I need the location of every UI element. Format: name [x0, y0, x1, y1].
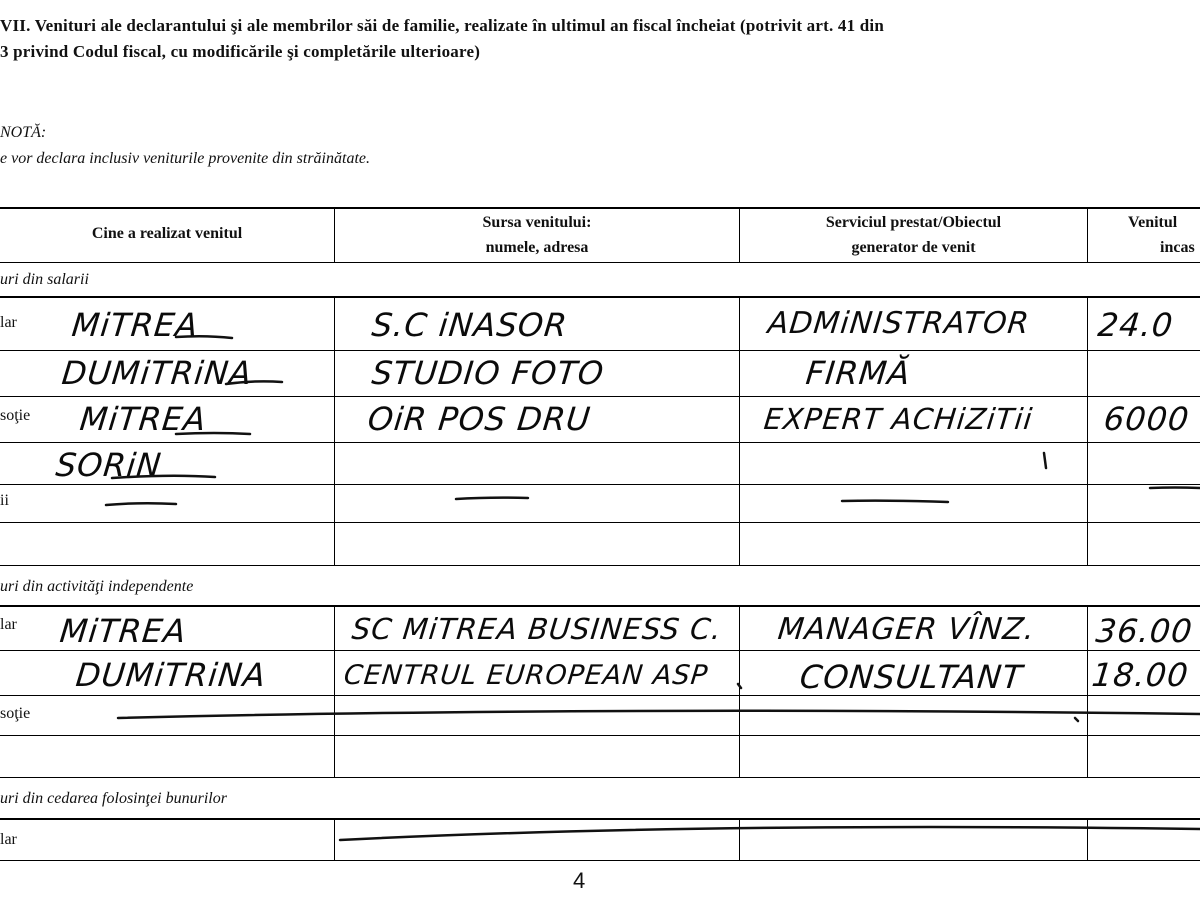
row-label-titular: lar [0, 831, 17, 848]
handwritten-service: MANAGER VÎNZ. [776, 612, 1037, 647]
section-heading-line1: VII. Venituri ale declarantului şi ale membrilor săi de familie, realizate în ultimul an fiscal încheiat (potrivit art. 41 din [0, 16, 884, 35]
handwritten-service: EXPERT ACHiZiTii [762, 402, 1035, 436]
header-cine: Cine a realizat venitul [91, 225, 243, 242]
handwritten-amount: 36.00 [1094, 612, 1195, 650]
header-serviciu-line1: Serviciul prestat/Obiectul [825, 214, 1002, 231]
section-independente: uri din activităţi independente [0, 578, 194, 595]
handwritten-name: MiTREA [70, 306, 201, 344]
handwritten-amount: 24.0 [1096, 306, 1176, 344]
handwritten-service: FIRMĂ [804, 354, 913, 392]
section-salarii: uri din salarii [0, 271, 89, 288]
row-label-titular: lar [0, 314, 17, 331]
row-label-copii: ii [0, 492, 9, 509]
handwritten-name: MiTREA [78, 400, 209, 438]
row-label-sotie: soţie [0, 407, 31, 424]
row-label-titular: lar [0, 616, 17, 633]
nota-text: e vor declara inclusiv veniturile provenite din străinătate. [0, 150, 370, 167]
handwritten-name: DUMiTRiNA [60, 354, 255, 392]
page-number: 4 [573, 868, 586, 893]
handwritten-source: SC MiTREA BUSINESS C. [350, 612, 724, 646]
section-heading-line2: 3 privind Codul fiscal, cu modificările şi completările ulterioare) [0, 42, 481, 61]
handwritten-amount: 6000 [1102, 400, 1192, 438]
header-sursa-line1: Sursa venitului: [482, 214, 592, 231]
nota-title: NOTĂ: [0, 124, 47, 141]
handwritten-source: OiR POS DRU [366, 400, 593, 438]
handwritten-source: STUDIO FOTO [370, 354, 607, 392]
handwritten-name: DUMiTRiNA [74, 656, 269, 694]
handwritten-amount: 18.00 [1090, 656, 1191, 694]
handwritten-name: SORiN [54, 446, 164, 484]
handwritten-service: CONSULTANT [798, 658, 1025, 696]
header-sursa-line2: numele, adresa [485, 239, 589, 256]
header-venitul-line1: Venitul [1128, 214, 1178, 231]
header-serviciu-line2: generator de venit [851, 239, 976, 256]
handwritten-source: S.C iNASOR [370, 306, 570, 344]
handwritten-source: CENTRUL EUROPEAN ASP [342, 660, 710, 691]
row-label-sotie: soţie [0, 705, 31, 722]
handwritten-name: MiTREA [58, 612, 189, 650]
section-cedarea: uri din cedarea folosinţei bunurilor [0, 790, 227, 807]
handwritten-service: ADMiNISTRATOR [766, 306, 1032, 341]
header-venitul-line2: incas [1160, 239, 1195, 256]
